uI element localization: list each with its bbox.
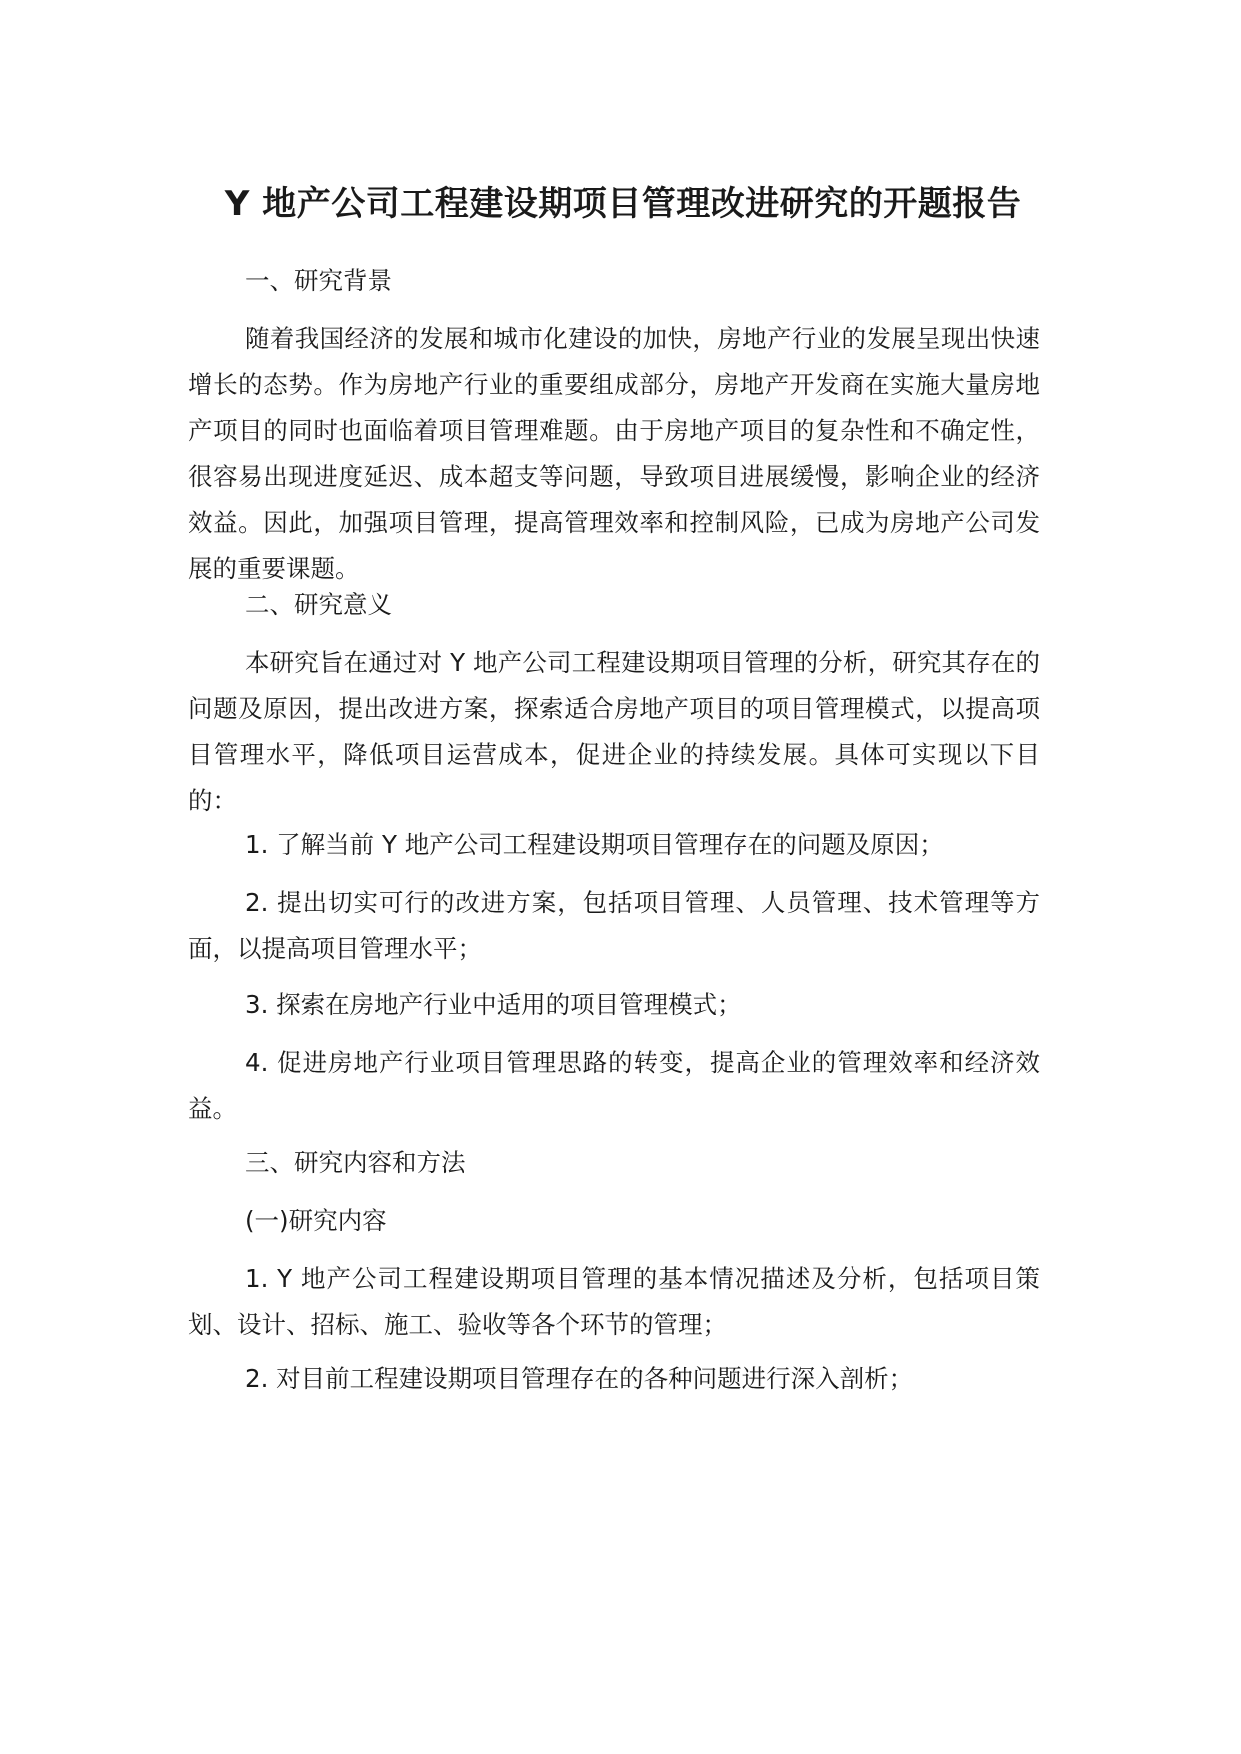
heading-research-significance: 二、研究意义 <box>245 590 392 619</box>
paragraph-research-significance: 本研究旨在通过对 Y 地产公司工程建设期项目管理的分析，研究其存在的问题及原因，提出改进方案，探索适合房地产项目的项目管理模式，以提高项目管理水平，降低项目运营成本，促进企业的持续发展。具体可实现以下目的： <box>188 648 1040 815</box>
list-item-content-2: 2. 对目前工程建设期项目管理存在的各种问题进行深入剖析； <box>245 1364 914 1393</box>
list-item-goal-1: 1. 了解当前 Y 地产公司工程建设期项目管理存在的问题及原因； <box>245 830 944 859</box>
list-item-content-1: 1. Y 地产公司工程建设期项目管理的基本情况描述及分析，包括项目策划、设计、招标、施工、验收等各个环节的管理； <box>188 1264 1040 1339</box>
document-title: Y 地产公司工程建设期项目管理改进研究的开题报告 <box>224 184 1022 224</box>
paragraph-research-background: 随着我国经济的发展和城市化建设的加快，房地产行业的发展呈现出快速增长的态势。作为房地产行业的重要组成部分，房地产开发商在实施大量房地产项目的同时也面临着项目管理难题。由于房地产项目的复杂性和不确定性，很容易出现进度延迟、成本超支等问题，导致项目进展缓慢，影响企业的经济效益。因此，加强项目管理，提高管理效率和控制风险，已成为房地产公司发展的重要课题。 <box>188 324 1040 583</box>
heading-research-background: 一、研究背景 <box>245 266 392 295</box>
list-item-goal-3: 3. 探索在房地产行业中适用的项目管理模式； <box>245 990 742 1019</box>
subheading-research-content: (一)研究内容 <box>245 1206 387 1235</box>
list-item-goal-2: 2. 提出切实可行的改进方案，包括项目管理、人员管理、技术管理等方面，以提高项目管理水平； <box>188 888 1040 963</box>
heading-content-and-methods: 三、研究内容和方法 <box>245 1148 466 1177</box>
list-item-goal-4: 4. 促进房地产行业项目管理思路的转变，提高企业的管理效率和经济效益。 <box>188 1048 1040 1123</box>
